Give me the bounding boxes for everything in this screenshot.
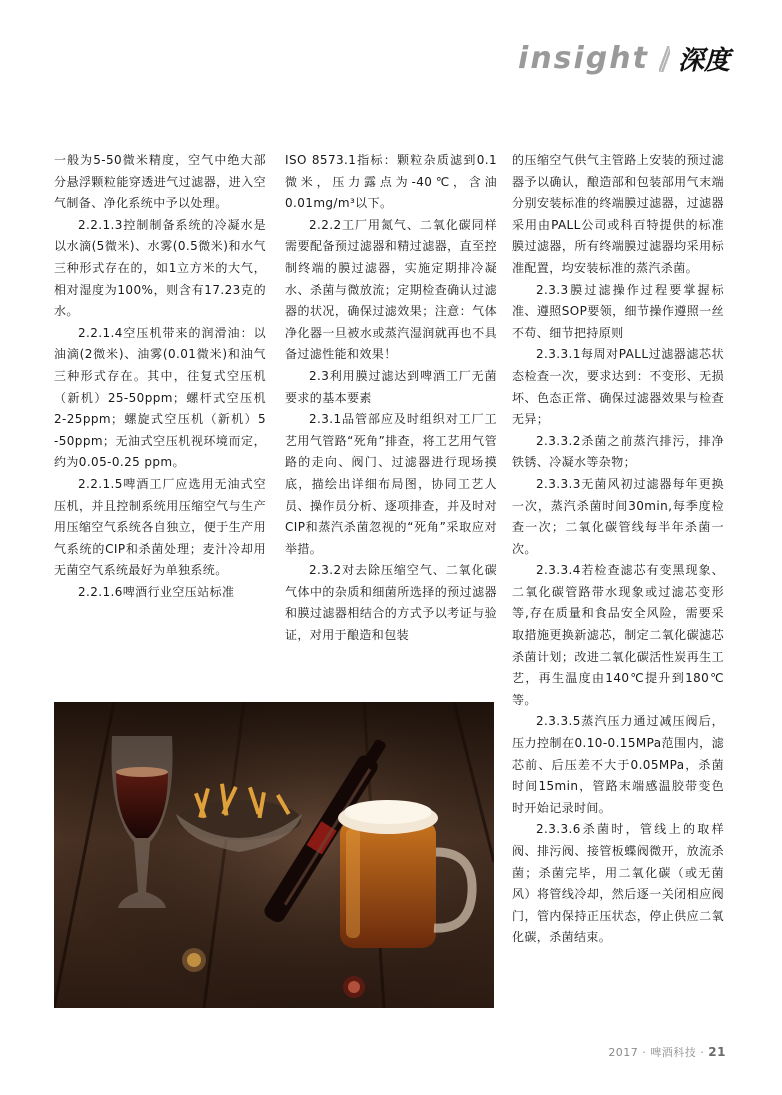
paragraph: 2.2.2工厂用氮气、二氧化碳同样需要配备预过滤器和精过滤器，直至控制终端的膜过滤器，实施定期排冷凝水、杀菌与微放流；定期检查确认过滤器的状况，确保过滤效果；注意：气体净化器一旦被水或蒸汽湿润就再也不具备过滤性能和效果！ bbox=[285, 217, 497, 362]
article-column-1 bbox=[54, 150, 266, 603]
paragraph: ISO 8573.1指标：颗粒杂质滤到0.1微米，压力露点为-40℃，含油0.01mg/m³以下。 bbox=[285, 153, 497, 211]
beer-still-life-photo bbox=[54, 702, 494, 1008]
paragraph: 2.2.1.5啤酒工厂应选用无油式空压机，并且控制系统用压缩空气与生产用压缩空气系统各自独立，便于生产用气系统的CIP和杀菌处理；麦汁冷却用无菌空气系统最好为单独系统。 bbox=[54, 476, 266, 578]
double-slash-divider bbox=[659, 46, 670, 72]
paragraph: 2.3.3.4若检查滤芯有变黑现象、二氧化碳管路带水现象或过滤芯变形等,存在质量和食品安全风险，需要采取措施更换新滤芯，制定二氧化碳滤芯杀菌计划；改进二氧化碳活性炭再生工艺，再生温度由140℃提升到180℃等。 bbox=[512, 563, 724, 707]
paragraph: 2.3.3膜过滤操作过程要掌握标准、遵照SOP要领，细节操作遵照一丝不苟、细节把持原则 bbox=[512, 282, 724, 340]
article-column-3 bbox=[512, 150, 724, 949]
paragraph: 2.2.1.4空压机带来的润滑油：以油滴(2微米)、油雾(0.01微米)和油气三种形式存在。其中，往复式空压机（新机）25-50ppm；螺杆式空压机2-25ppm；螺旋式空压机（新机）5 -50ppm；无油式空压机视环境而定，约为0.05-0.25 ppm。 bbox=[54, 325, 266, 470]
paragraph: 2.3利用膜过滤达到啤酒工厂无菌要求的基本要素 bbox=[285, 368, 497, 405]
paragraph: 2.3.3.5蒸汽压力通过减压阀后，压力控制在0.10-0.15MPa范围内，滤芯前、后压差不大于0.05MPa，杀菌时间15min，管路末端感温胶带变色时开始记录时间。 bbox=[512, 714, 724, 815]
paragraph: 2.3.1品管部应及时组织对工厂工艺用气管路“死角”排查，将工艺用气管路的走向、阀门、过滤器进行现场摸底，描绘出详细布局图，协同工艺人员、操作员分析、逐项排查，并及时对CIP和蒸汽杀菌忽视的“死角”采取应对举措。 bbox=[285, 412, 497, 556]
brand-insight-wordmark: insight bbox=[518, 41, 649, 76]
paragraph: 2.3.2对去除压缩空气、二氧化碳气体中的杂质和细菌所选择的预过滤器和膜过滤器相结合的方式予以考证与验证，对用于酿造和包装 bbox=[285, 563, 497, 643]
paragraph: 一般为5-50微米精度，空气中绝大部分悬浮颗粒能穿透进气过滤器，进入空气制备、净化系统中予以处理。 bbox=[54, 153, 266, 211]
paragraph: 2.3.3.3无菌风初过滤器每年更换一次，蒸汽杀菌时间30min,每季度检查一次；二氧化碳管线每半年杀菌一次。 bbox=[512, 476, 724, 556]
section-name-depth: 深度 bbox=[677, 46, 730, 76]
paragraph: 2.2.1.3控制制备系统的冷凝水是以水滴(5微米)、水雾(0.5微米)和水气三种形式存在的，如1立方米的大气，相对湿度为100%，则含有17.23克的水。 bbox=[54, 217, 266, 319]
paragraph: 2.3.3.6杀菌时，管线上的取样阀、排污阀、接管板蝶阀微开，放流杀菌；杀菌完毕，用二氧化碳（或无菌风）将管线冷却，然后逐一关闭相应阀门，管内保持正压状态，停止供应二氧化碳，杀菌结束。 bbox=[512, 822, 724, 945]
paragraph: 的压缩空气供气主管路上安装的预过滤器予以确认，酿造部和包装部用气末端分别安装标准的终端膜过滤器，过滤器采用由PALL公司或科百特提供的标准膜过滤器，所有终端膜过滤器均采用标准配置，均安装标准的蒸汽杀菌。 bbox=[512, 153, 724, 275]
paragraph: 2.2.1.6啤酒行业空压站标准 bbox=[78, 584, 235, 599]
article-column-2 bbox=[285, 150, 497, 647]
paragraph: 2.3.3.2杀菌之前蒸汽排污，排净铁锈、冷凝水等杂物； bbox=[512, 433, 724, 470]
page-number: 21 bbox=[708, 1045, 726, 1059]
beer-photo-illustration bbox=[54, 702, 494, 1008]
footer-journal-info: 2017 · 啤酒科技 · bbox=[608, 1046, 709, 1059]
page-footer bbox=[608, 1044, 726, 1060]
magazine-section-header bbox=[518, 40, 730, 77]
paragraph: 2.3.3.1每周对PALL过滤器滤芯状态检查一次，要求达到：不变形、无损坏、色态正常、确保过滤器效果与检查无异； bbox=[512, 347, 724, 427]
